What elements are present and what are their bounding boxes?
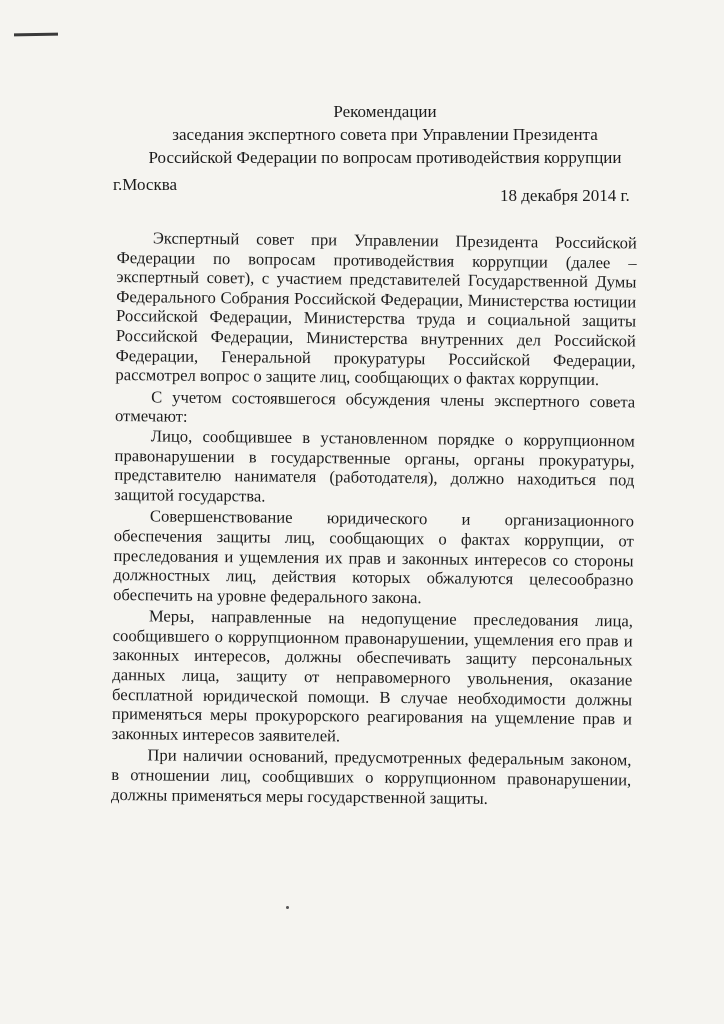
document-body xyxy=(111,228,637,810)
paragraph-point-2: Совершенствование юридического и организационного обеспечения защиты лиц, сообщающих о фактах коррупции, от преследования и ущемления их прав и законных интересов со стороны должностных лиц, действия которых обжалуются целесообразно обеспечить на уровне федерального закона. xyxy=(113,506,635,607)
place: г.Москва xyxy=(113,175,178,194)
paragraph-intro: Экспертный совет при Управлении Президента Российской Федерации по вопросам противодействия коррупции (далее – экспертный совет), с участием представителей Государственной Думы Федерального Собрания Российской Федерации, Министерства юстиции Российской Федерации, Министерства труда и социальной защиты Российской Федерации, Министерства внутренних дел Российской Федерации, Генеральной прокуратуры Российской Федерации, рассмотрел вопрос о защите лиц, сообщающих о фактах коррупции. xyxy=(115,228,637,390)
date: 18 декабря 2014 г. xyxy=(500,186,630,205)
stray-mark xyxy=(286,906,289,909)
paragraph-point-3: Меры, направленные на недопущение преследования лица, сообщившего о коррупционном правонарушении, ущемления его прав и законных интересов, должны обеспечивать защиту персональных данных лица, защиту от неправомерного увольнения, оказание бесплатной юридической помощи. В случае необходимости должны применяться меры прокурорского реагирования на ущемление прав и законных интересов заявителей. xyxy=(111,606,634,746)
document-header xyxy=(120,100,650,169)
header-title: Рекомендации xyxy=(333,102,437,121)
paragraph-point-4: При наличии оснований, предусмотренных федеральным законом, в отношении лиц, сообщивших о коррупционном правонарушении, должны применяться меры государственной защиты. xyxy=(110,745,632,808)
paragraph-notes: С учетом состоявшегося обсуждения члены экспертного совета отмечают: xyxy=(114,387,636,427)
paragraph-point-1: Лицо, сообщившее в установленном порядке о коррупционном правонарушении в государственные органы, органы прокуратуры, представителю нанимателя (работодателя), должно находиться под защитой государства. xyxy=(114,426,635,506)
header-subtitle-line2: Российской Федерации по вопросам противодействия коррупции xyxy=(148,148,622,167)
header-subtitle-line1: заседания экспертного совета при Управлении Президента xyxy=(172,125,598,144)
corner-mark xyxy=(14,33,58,37)
